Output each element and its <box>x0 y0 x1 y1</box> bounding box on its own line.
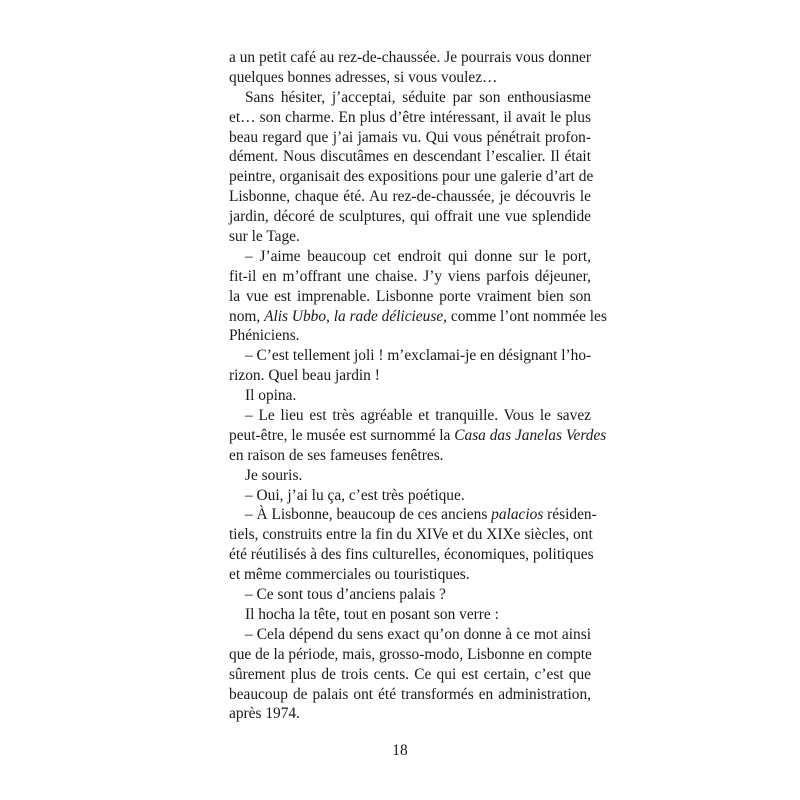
text-line: Il opina. <box>245 387 297 405</box>
text-line: – À Lisbonne, beaucoup de ces anciens palacios résiden- <box>245 506 597 524</box>
text-line: – Oui, j’ai lu ça, c’est très poétique. <box>245 486 465 504</box>
text-line: peintre, organisait des expositions pour une galerie d’art de <box>229 168 594 186</box>
text-line: – J’aime beaucoup cet endroit qui donne sur le port, <box>245 247 591 265</box>
text-line: fit-il en m’offrant une chaise. J’y viens parfois déjeuner, <box>229 267 591 285</box>
text-line: nom, Alis Ubbo, la rade délicieuse, comme l’ont nommée les <box>229 307 607 325</box>
text-line: – Ce sont tous d’anciens palais ? <box>245 586 446 604</box>
text-line: – Cela dépend du sens exact qu’on donne à ce mot ainsi <box>245 625 591 643</box>
text-line: rizon. Quel beau jardin ! <box>229 367 380 385</box>
text-line: après 1974. <box>229 705 300 723</box>
text-line: Je souris. <box>245 466 303 484</box>
text-line: dément. Nous discutâmes en descendant l’escalier. Il était <box>229 148 591 166</box>
italic-phrase: palacios <box>491 506 544 524</box>
text-line: Phéniciens. <box>229 327 300 345</box>
text-line: peut-être, le musée est surnommé la Casa das Janelas Verdes <box>229 426 607 444</box>
text-line: Lisbonne, chaque été. Au rez-de-chaussée, je découvris le <box>229 188 591 206</box>
text-line: et… son charme. En plus d’être intéressant, il avait le plus <box>229 108 591 126</box>
text-line: la vue est imprenable. Lisbonne porte vraiment bien son <box>229 287 591 305</box>
text-line: et même commerciales ou touristiques. <box>229 566 470 584</box>
page-number: 18 <box>392 742 408 759</box>
body-text <box>229 48 607 724</box>
italic-phrase: Alis Ubbo, la rade délicieuse, <box>264 307 448 325</box>
text-line: – Le lieu est très agréable et tranquille. Vous le savez <box>245 407 591 425</box>
text-line: a un petit café au rez-de-chaussée. Je pourrais vous donner <box>229 49 591 66</box>
text-line: Sans hésiter, j’acceptai, séduite par son enthousiasme <box>245 88 591 106</box>
text-line: – C’est tellement joli ! m’exclamai-je en désignant l’ho- <box>245 347 592 365</box>
text-line: tiels, construits entre la fin du XIVe et du XIXe siècles, ont <box>229 526 593 544</box>
text-line: sur le Tage. <box>229 228 300 246</box>
text-line: que de la période, mais, grosso-modo, Lisbonne en compte <box>229 645 592 663</box>
italic-phrase: Casa das Janelas Verdes <box>454 426 607 444</box>
text-line: jardin, décoré de sculptures, qui offrait une vue splendide <box>229 208 591 226</box>
text-line: Il hocha la tête, tout en posant son verre : <box>245 605 499 623</box>
text-line: sûrement plus de trois cents. Ce qui est certain, c’est que <box>229 665 591 683</box>
text-line: beaucoup de palais ont été transformés en administration, <box>229 685 591 703</box>
text-line: beau regard que j’ai jamais vu. Qui vous pénétrait profon- <box>229 128 591 146</box>
text-line: quelques bonnes adresses, si vous voulez… <box>229 68 498 86</box>
text-line: été réutilisés à des fins culturelles, économiques, politiques <box>229 546 594 564</box>
text-line: en raison de ses fameuses fenêtres. <box>229 446 444 464</box>
